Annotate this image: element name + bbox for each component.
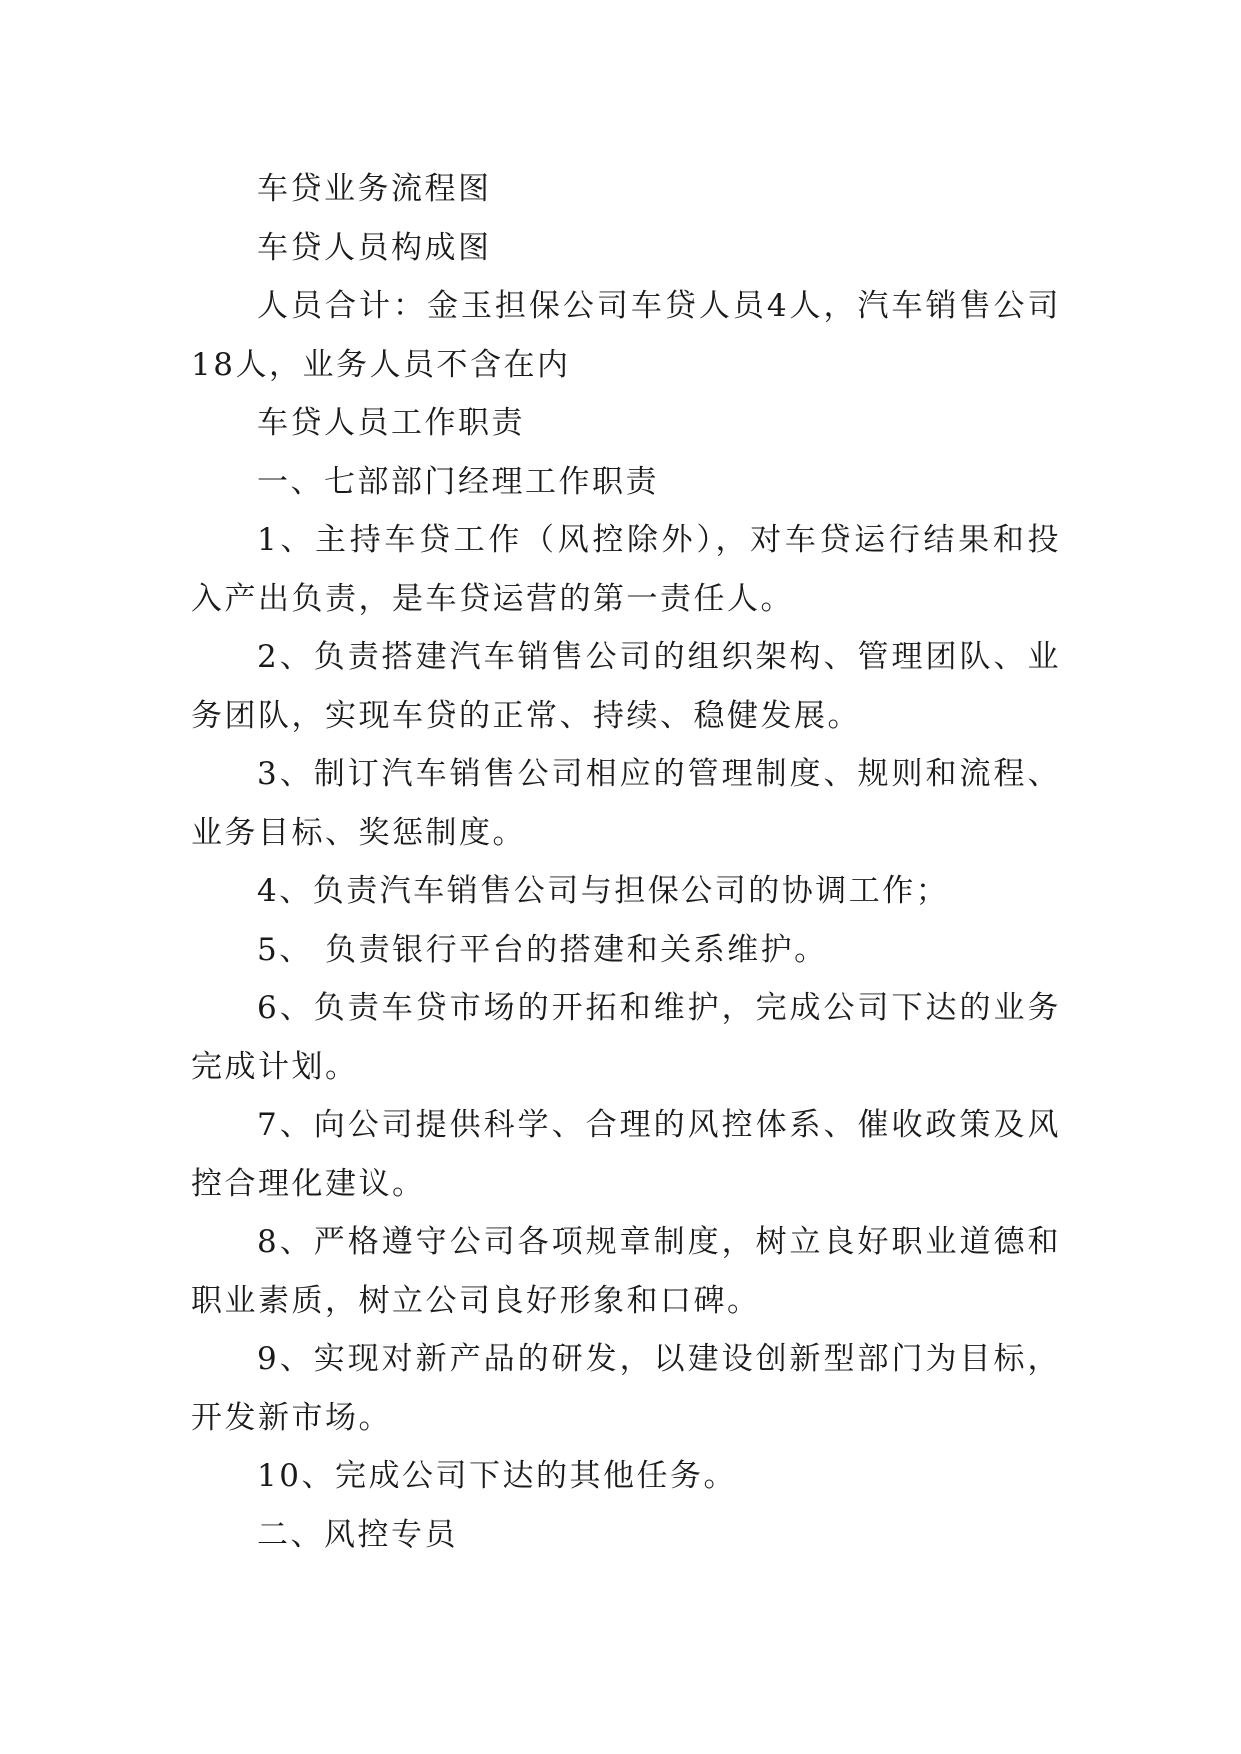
- list-item-duty-7: 7、向公司提供科学、合理的风控体系、催收政策及风控合理化建议。: [191, 1107, 1061, 1202]
- list-item-duty-4: 4、负责汽车销售公司与担保公司的协调工作；: [257, 873, 950, 909]
- paragraph-staff-total: 人员合计：金玉担保公司车贷人员4人，汽车销售公司18人，业务人员不含在内: [191, 288, 1061, 383]
- heading-staff-structure-chart: 车贷人员构成图: [257, 229, 492, 266]
- list-item-duty-9: 9、实现对新产品的研发，以建设创新型部门为目标，开发新市场。: [191, 1341, 1061, 1436]
- list-item-duty-6: 6、负责车贷市场的开拓和维护，完成公司下达的业务完成计划。: [191, 990, 1061, 1085]
- list-item-duty-5: 5、 负责银行平台的搭建和关系维护。: [257, 931, 828, 968]
- section-heading-risk-control: 二、风控专员: [257, 1516, 458, 1553]
- list-item-duty-2: 2、负责搭建汽车销售公司的组织架构、管理团队、业务团队，实现车贷的正常、持续、稳健发展。: [191, 639, 1061, 734]
- list-item-duty-8: 8、严格遵守公司各项规章制度，树立良好职业道德和职业素质，树立公司良好形象和口碑。: [191, 1224, 1061, 1319]
- list-item-duty-1: 1、主持车贷工作（风控除外），对车贷运行结果和投入产出负责，是车贷运营的第一责任人。: [191, 522, 1061, 617]
- list-item-duty-10: 10、完成公司下达的其他任务。: [257, 1458, 737, 1494]
- section-heading-manager: 一、七部部门经理工作职责: [257, 463, 659, 500]
- list-item-duty-3: 3、制订汽车销售公司相应的管理制度、规则和流程、业务目标、奖惩制度。: [191, 756, 1061, 851]
- heading-job-duties: 车贷人员工作职责: [257, 405, 525, 441]
- heading-loan-process-chart: 车贷业务流程图: [257, 171, 492, 207]
- document-body: [191, 160, 1061, 1564]
